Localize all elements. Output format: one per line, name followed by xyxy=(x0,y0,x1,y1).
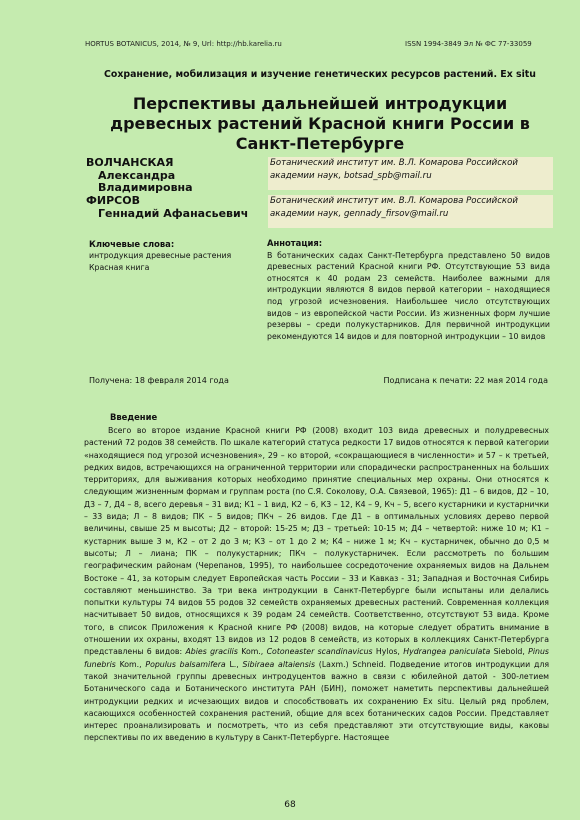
author-citation: Kom., xyxy=(115,659,146,669)
author-affiliation: Ботанический институт им. В.Л. Комарова Российской академии наук, botsad_spb@mail.ru xyxy=(268,157,553,190)
body-text-run: (Laxm.) Schneid. Подведение итогов интродукции для такой значительной группы древесных интродуцентов важно в связи с юбилейной датой - 300-летием Ботанического сада и Ботанического института РАН (БИН), поможет наметить перспективы дальнейшей интродукции редких и исчезающих видов и способствовать их сохранению Ex situ. Целый ряд проблем, касающихся особенностей сохранения растений, общие для всех ботанических садов России. Представляет интерес проанализировать и посмотреть, что из себя представляют эти отсутствующие виды, каковы перспективы по их введению в культуру в Санкт-Петербурге. Настоящее xyxy=(84,659,550,743)
keywords-label: Ключевые слова: xyxy=(89,239,175,249)
species-name: Sibiraea altaiensis xyxy=(242,659,316,669)
received-date: Получена: 18 февраля 2014 года xyxy=(89,376,229,385)
keywords-section xyxy=(89,238,259,274)
author-given-name: Александра Владимировна xyxy=(98,168,193,194)
issn-header: ISSN 1994-3849 Эл № ФС 77-33059 xyxy=(405,40,532,48)
author-block-1 xyxy=(86,157,553,193)
author-name xyxy=(86,195,268,231)
author-citation: Hylos, xyxy=(372,647,404,657)
page-number: 68 xyxy=(284,800,296,810)
author-affiliation: Ботанический институт им. В.Л. Комарова Российской академии наук, gennady_firsov@mail.ru xyxy=(268,195,553,228)
intro-paragraph xyxy=(84,425,549,745)
author-citation: L., xyxy=(225,659,243,669)
species-name: Cotoneaster scandinavicus xyxy=(266,647,373,657)
author-citation: Siebold, xyxy=(490,647,529,657)
intro-heading: Введение xyxy=(110,412,158,422)
species-name: Pinus funebris xyxy=(84,647,549,669)
author-surname: ФИРСОВ xyxy=(86,194,140,207)
species-name: Hydrangea paniculata xyxy=(403,647,491,657)
article-title: Перспективы дальнейшей интродукции древесных растений Красной книги России в Санкт-Петербурге xyxy=(110,94,530,153)
abstract-section xyxy=(267,238,550,342)
author-block-2 xyxy=(86,195,553,231)
author-given-name: Геннадий Афанасьевич xyxy=(98,206,249,220)
author-citation: Kom., xyxy=(237,647,267,657)
section-heading: Сохранение, мобилизация и изучение генетических ресурсов растений. Ex situ xyxy=(104,69,536,80)
species-name: Abies gracilis xyxy=(185,647,238,657)
body-text-run: Всего во второе издание Красной книги РФ (2008) входит 103 вида древесных и полудревесных растений 72 родов 38 семейств. По шкале категорий статуса редкости 17 видов относятся к первой категории «находящиеся под угрозой исчезновения», 29 – ко второй, «сокращающиеся в численности» и 57 – к третьей, редких видов, встречающихся на ограниченной территории или спорадически распространенных на больших территориях, для выживания которых необходимо принятие специальных мер охраны. Они относятся к следующим жизненным формам и группам роста (по С.Я. Соколову, О.А. Связевой, 1965): Д1 – 6 видов, Д2 – 10, Д3 – 7, Д4 – 8, всего деревья – 31 вид; К1 – 1 вид, К2 – 6, К3 – 12, К4 – 9, Кч – 5, всего кустарники и кустарнички – 33 вида; Л – 8 видов; ПК – 5 видов; ПКч – 26 видов. Где Д1 – в оптимальных условиях дерево первой величины, свыше 25 м высоты; Д2 – второй: 15-25 м; Д3 – третьей: 10-15 м; Д4 – четвертой: ниже 10 м; К1 – кустарник выше 3 м, К2 – от 2 до 3 м; К3 – от 1 до 2 м; К4 – ниже 1 м; Кч – кустарничек, обычно до 0,5 м высоты; Л – лиана; ПК – полукустарник; ПКч – полукустарничек. Если рассмотреть по большим географическим районам (Черепанов, 1995), то наибольшее сосредоточение охраняемых видов на Дальнем Востоке – 41, за которым следует Европейская часть России – 33 и Кавказ - 31; Западная и Восточная Сибирь составляют меньшинство. За три века интродукции в Санкт-Петербурге были испытаны или делались попытки культуры 74 видов 55 родов 32 семейств охраняемых древесных растений. Современная коллекция насчитывает 50 видов, относящихся к 39 родам 24 семейств. Соответственно, отсутствуют 53 вида. Кроме того, в список Приложения к Красной книге РФ (2008) видов, на которые следует обратить внимание в отношении их охраны, входят 13 видов из 12 родов 8 семейств, из которых в коллекциях Санкт-Петербурга представлены 6 видов: xyxy=(84,426,549,657)
journal-header: HORTUS BOTANICUS, 2014, № 9, Url: http://hb.karelia.ru xyxy=(85,40,282,48)
accepted-date: Подписана к печати: 22 мая 2014 года xyxy=(383,376,548,385)
abstract-text: В ботанических садах Санкт-Петербурга представлено 50 видов древесных растений Красной книги РФ. Отсутствующие 53 вида относятся к 40 родам 23 семейств. Наиболее важными для интродукции являются 8 видов первой категории – находящиеся под угрозой исчезновения. Наибольшее число отсутствующих видов – из европейской части России. Из жизненных форм лучшие резервы – среди полукустарников. Для первичной интродукции рекомендуются 14 видов и для повторной интродукции – 10 видов xyxy=(267,250,550,341)
species-name: Populus balsamifera xyxy=(145,659,226,669)
author-surname: ВОЛЧАНСКАЯ xyxy=(86,156,174,169)
abstract-label: Аннотация: xyxy=(267,238,323,248)
author-name xyxy=(86,157,268,193)
keywords-text: интродукция древесные растения Красная книга xyxy=(89,251,232,272)
